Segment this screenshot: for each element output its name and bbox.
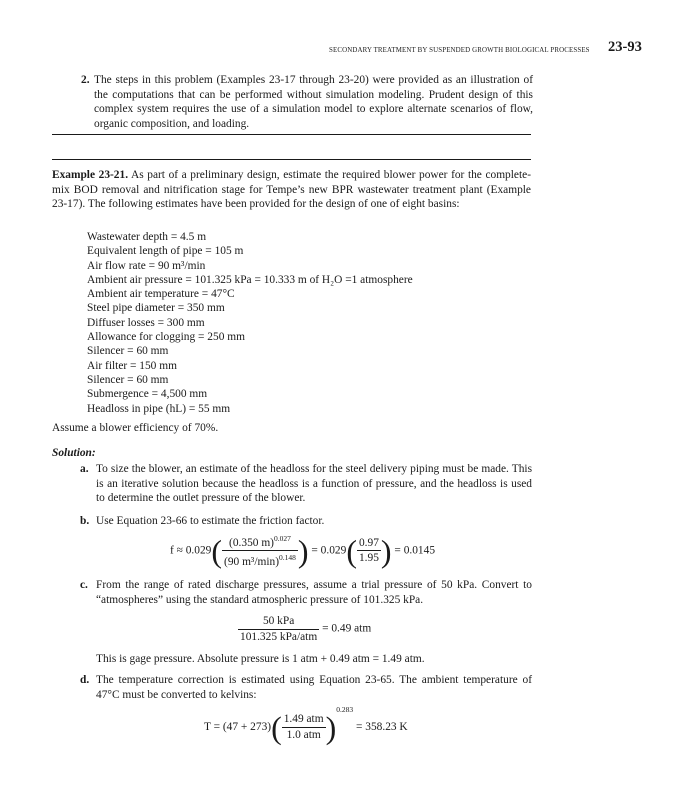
example-text: As part of a preliminary design, estimate the required blower power for the complete-mix BOD removal and nitrification stage for Tempe’s new BPR wastewater treatment plant (Example 23-17). The following estimates have been provided for the design of one of eight basins: [52, 169, 531, 210]
parameter-item: Submergence = 4,500 mm [87, 388, 208, 401]
step-text: Use Equation 23-66 to estimate the friction factor. [96, 515, 325, 527]
solution-heading: Solution: [52, 447, 96, 459]
parameter-item: Equivalent length of pipe = 105 m [87, 245, 244, 258]
equation-pressure: $\frac{\text{50 kPa}}{\text{101.325 kPa/atm}}$ = 0.49 atm [240, 615, 372, 643]
step-letter: b. [80, 515, 90, 527]
equation-friction-factor: f ≈ 0.029( $\frac{(0.350 m)^{0.027}}{(90 m^3/\min)^{0.148}}$ ) = 0.029( $\frac{0.97}{1.95}$ ) = 0.0145 [170, 532, 436, 569]
parameter-item: Steel pipe diameter = 350 mm [87, 302, 225, 315]
note-item [81, 73, 533, 131]
parameter-item: Headloss in pipe (hL) = 55 mm [87, 402, 231, 415]
step-letter: c. [80, 579, 88, 591]
example-label: Example 23-21. [52, 169, 129, 181]
step-letter: d. [80, 674, 90, 686]
example-intro [52, 168, 531, 212]
parameter-list [87, 230, 413, 416]
page-number: 23-93 [608, 39, 642, 55]
parameter-item: Air flow rate = 90 m³/min [87, 259, 206, 272]
parameter-item: Ambient air pressure = 101.325 kPa = 10.333 m of H₂O =1 atmosphere [87, 273, 413, 286]
running-header: SECONDARY TREATMENT BY SUSPENDED GROWTH BIOLOGICAL PROCESSES [329, 47, 590, 54]
equation-temperature: T = (47 + 273)( $\frac{\text{1.49 atm}}{\text{1.0 atm}}$ )$^{0.283}$ = 358.23 K [204, 705, 408, 746]
parameter-item: Silencer = 60 mm [87, 345, 169, 358]
parameter-item: Ambient air temperature = 47°C [87, 288, 235, 301]
parameter-item: Diffuser losses = 300 mm [87, 316, 205, 329]
note-number: 2. [81, 74, 90, 86]
solution-step-b [80, 514, 532, 529]
note-text: The steps in this problem (Examples 23-17 through 23-20) were provided as an illustration of the computations that can be performed without simulation modeling. Prudent design of this complex system requires the use of a simulation model to explore alternate scenarios of flow, organic composition, and loading. [94, 74, 533, 130]
step-text: From the range of rated discharge pressures, assume a trial pressure of 50 kPa. Convert to “atmospheres” using the standard atmospheric pressure of 101.325 kPa. [96, 579, 532, 606]
divider-example [52, 159, 531, 160]
solution-step-a [80, 462, 532, 506]
parameter-item: Air filter = 150 mm [87, 359, 177, 372]
solution-step-d [80, 673, 532, 702]
parameter-item: Allowance for clogging = 250 mm [87, 331, 245, 344]
parameter-item: Wastewater depth = 4.5 m [87, 231, 207, 243]
step-letter: a. [80, 463, 89, 475]
step-text: To size the blower, an estimate of the headloss for the steel delivery piping must be made. This is an iterative solution because the headloss is a function of pressure, and the headloss is used to determine the outlet pressure of the blower. [96, 463, 532, 504]
divider-top [52, 134, 531, 135]
assumption-text: Assume a blower efficiency of 70%. [52, 422, 219, 434]
step-text: The temperature correction is estimated using Equation 23-65. The ambient temperature of 47°C must be converted to kelvins: [96, 674, 532, 701]
parameter-item: Silencer = 60 mm [87, 373, 169, 386]
solution-step-c [80, 578, 532, 607]
absolute-pressure-text: This is gage pressure. Absolute pressure is 1 atm + 0.49 atm = 1.49 atm. [96, 653, 425, 665]
